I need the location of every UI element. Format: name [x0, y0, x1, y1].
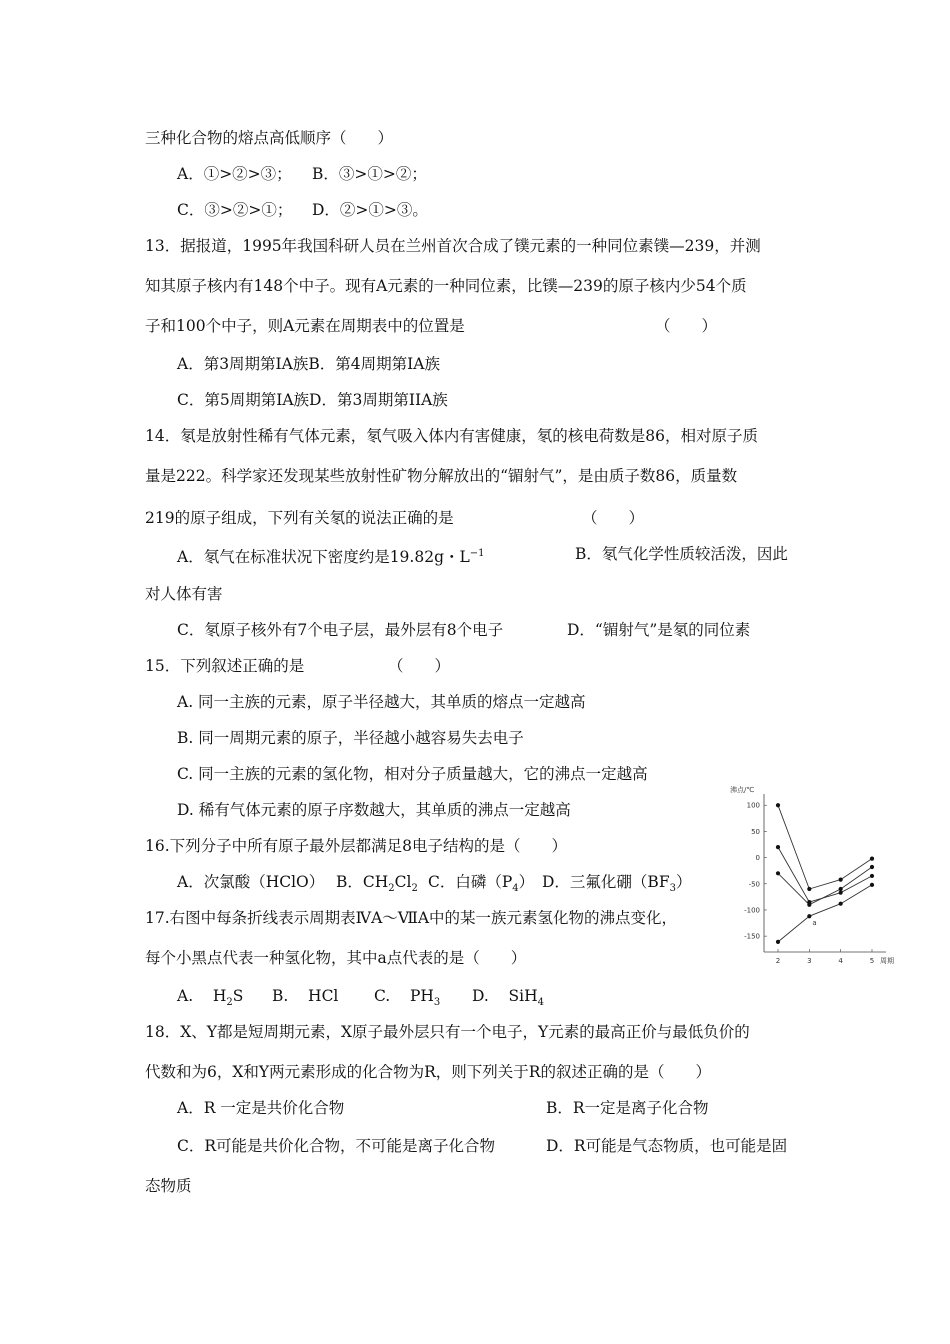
q12-option-a[interactable]: A．①>②>③； [177, 165, 292, 183]
chart-labels [730, 785, 894, 965]
q18-option-d[interactable]: D．R可能是气态物质，也可能是固 [546, 1137, 788, 1155]
q18-option-b[interactable]: B．R一定是离子化合物 [546, 1099, 709, 1117]
q14-option-c[interactable]: C．氡原子核外有7个电子层，最外层有8个电子 [177, 621, 504, 639]
q15-option-a[interactable]: A. 同一主族的元素，原子半径越大，其单质的熔点一定越高 [177, 693, 586, 711]
q14-option-d[interactable]: D．“镅射气”是氡的同位素 [567, 621, 751, 639]
q16-option-a[interactable]: A．次氯酸（HClO） [177, 873, 325, 891]
data-point [776, 871, 780, 875]
q17-d-value: SiH [508, 987, 538, 1005]
data-point [776, 803, 780, 807]
q14-line3: 219的原子组成，下列有关氡的说法正确的是 [145, 509, 454, 527]
q16-d-end: ） [675, 873, 692, 891]
q15-option-b[interactable]: B. 同一周期元素的原子，半径越小越容易失去电子 [177, 729, 524, 747]
series-line-4 [778, 885, 872, 942]
q13-line2: 知其原子核内有148个中子。现有A元素的一种同位素，比镤—239的原子核内少54个质 [145, 277, 747, 295]
q18-line1: 18．X、Y都是短周期元素，X原子最外层只有一个电子，Y元素的最高正价与最低负价的 [145, 1023, 750, 1041]
chart-series [778, 805, 872, 942]
q17-c-sub: 3 [433, 997, 441, 1009]
q17-option-b[interactable] [272, 986, 338, 1006]
chart-points [776, 803, 874, 944]
q14-option-a[interactable] [177, 544, 485, 567]
q12-option-b[interactable]: B．③>①>②； [312, 165, 427, 183]
boiling-point-chart [728, 782, 908, 972]
q16-b-text: B．CH [336, 873, 389, 891]
q17-a-label: A. [177, 987, 194, 1005]
data-point [839, 887, 843, 891]
q13-options-cd[interactable]: C．第5周期第IA族D．第3周期第IIA族 [177, 391, 448, 409]
q16-c-sub: 4 [512, 883, 519, 895]
q17-b-value: HCl [308, 987, 339, 1005]
q17-c-value: PH [409, 987, 434, 1005]
y-tick-label: -100 [744, 906, 760, 915]
y-tick-label: 50 [751, 827, 760, 836]
q17-line2: 每个小黑点代表一种氢化物，其中a点代表的是（ ） [145, 949, 527, 967]
q17-d-sub: 4 [537, 997, 544, 1009]
data-point [839, 891, 843, 895]
data-point [870, 865, 874, 869]
q16-c-end: ） [518, 873, 535, 891]
q16-c-text: C．白磷（P [428, 873, 513, 891]
q13-line1: 13．据报道，1995年我国科研人员在兰州首次合成了镤元素的一种同位素镤—239，并测 [145, 237, 761, 255]
q16-option-b[interactable] [336, 872, 418, 899]
x-tick-label: 5 [869, 957, 875, 965]
q18-line2: 代数和为6，X和Y两元素形成的化合物为R，则下列关于R的叙述正确的是（ ） [145, 1063, 711, 1081]
y-tick-label: -50 [748, 880, 760, 889]
q17-line1: 17.右图中每条折线表示周期表ⅣA～ⅦA中的某一族元素氢化物的沸点变化， [145, 909, 678, 927]
data-point [807, 914, 811, 918]
q16-d-sub: 3 [669, 883, 676, 895]
series-line-2 [778, 847, 872, 902]
data-point [839, 902, 843, 906]
q17-option-c[interactable] [374, 986, 440, 1013]
x-axis-label: 周期 [880, 957, 894, 965]
y-tick-label: 0 [755, 854, 760, 863]
q15-answer-paren: （ ） [388, 657, 451, 675]
q17-option-a[interactable] [177, 986, 243, 1013]
data-point [870, 874, 874, 878]
q17-a-value: H [212, 987, 227, 1005]
q18-option-a[interactable]: A．R 一定是共价化合物 [177, 1099, 345, 1117]
q15-stem: 15．下列叙述正确的是 [145, 657, 305, 675]
y-tick-label: 100 [746, 801, 760, 810]
q17-c-label: C. [374, 987, 391, 1005]
data-point [807, 887, 811, 891]
q14-option-b-cont: 对人体有害 [145, 585, 223, 603]
q16-b-sub: 2 [388, 883, 395, 895]
q16-d-text: D．三氟化硼（BF [542, 873, 670, 891]
data-point [870, 883, 874, 887]
q15-option-d[interactable]: D. 稀有气体元素的原子序数越大，其单质的沸点一定越高 [177, 801, 571, 819]
q14-line2: 量是222。科学家还发现某些放射性矿物分解放出的“镅射气”，是由质子数86，质量数 [145, 467, 738, 485]
q15-option-c[interactable]: C. 同一主族的元素的氢化物，相对分子质量越大，它的沸点一定越高 [177, 765, 648, 783]
y-axis-label: 沸点/℃ [730, 786, 755, 794]
data-point [807, 903, 811, 907]
q17-a-sub: 2 [226, 997, 233, 1009]
q12-stem: 三种化合物的熔点高低顺序（ ） [145, 129, 394, 147]
q14-line1: 14．氡是放射性稀有气体元素，氡气吸入体内有害健康，氡的核电荷数是86，相对原子质 [145, 427, 758, 445]
data-point [870, 857, 874, 861]
q16-b-sub2: 2 [411, 883, 418, 895]
q13-options-ab[interactable]: A．第3周期第IA族B．第4周期第IA族 [177, 355, 440, 373]
x-tick-label: 3 [807, 957, 812, 965]
q14-option-b[interactable]: B．氡气化学性质较活泼，因此 [575, 545, 788, 563]
data-point [776, 845, 780, 849]
q12-option-c[interactable]: C．③>②>①； [177, 201, 293, 219]
q16-b-mid: Cl [394, 873, 412, 891]
y-tick-label: -150 [744, 932, 760, 941]
q17-a-end: S [232, 987, 244, 1005]
data-point [839, 877, 843, 881]
annotation-label: a [812, 919, 817, 928]
q17-d-label: D. [472, 987, 489, 1005]
q18-option-d-cont: 态物质 [145, 1177, 192, 1195]
q18-option-c[interactable]: C．R可能是共价化合物，不可能是离子化合物 [177, 1137, 496, 1155]
q13-line3: 子和100个中子，则A元素在周期表中的位置是 [145, 317, 465, 335]
q12-option-d[interactable]: D．②>①>③。 [312, 201, 428, 219]
data-point [776, 940, 780, 944]
q13-answer-paren: （ ） [655, 317, 718, 335]
x-tick-label: 4 [838, 957, 843, 965]
q14-answer-paren: （ ） [582, 509, 645, 527]
q14-option-a-text: A．氡气在标准状况下密度约是19.82g・L [177, 548, 470, 567]
x-tick-label: 2 [775, 957, 781, 965]
q16-option-c[interactable] [428, 872, 534, 899]
q14-option-a-sup: −1 [469, 548, 485, 559]
q16-option-d[interactable] [542, 872, 691, 899]
q17-option-d[interactable] [472, 986, 544, 1013]
q17-b-label: B. [272, 987, 289, 1005]
q16-stem: 16.下列分子中所有原子最外层都满足8电子结构的是（ ） [145, 837, 568, 855]
